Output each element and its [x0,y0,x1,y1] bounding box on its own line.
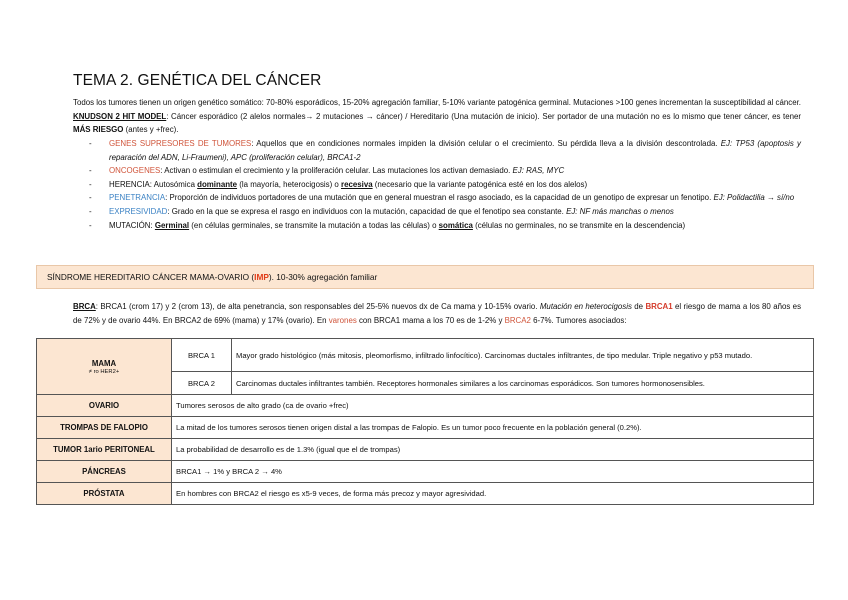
term-somatica: somática [438,220,473,230]
list-item [73,137,801,164]
term-text: : [150,220,155,230]
table-label: TUMOR 1ario PERITONEAL [37,439,172,461]
table-cell: BRCA1 → 1% y BRCA 2 → 4% [172,461,814,483]
brca-text: 6-7%. Tumores asociados: [530,316,627,325]
term-text: (en células germinales, se transmite la mutación a todas las células) o [189,220,439,230]
table-row [37,339,814,372]
list-item [73,191,801,205]
term-oncogenes: ONCOGENES [109,166,161,176]
intro-text-3: (antes y +frec). [123,125,179,135]
brca-text: de [631,302,646,311]
tumors-table [36,338,814,505]
term-text: (células no germinales, no se transmite en la descendencia) [472,220,686,230]
brca-italic: Mutación en heterocigosis [539,302,632,311]
table-label-mama [37,339,172,395]
brca2-highlight: BRCA2 [504,316,531,325]
page-title: TEMA 2. GENÉTICA DEL CÁNCER [73,72,322,89]
term-example: EJ: Polidactilia → sí/no [713,193,795,203]
term-text: : Proporción de individuos portadores de una mutación que en general muestran el rasgo asociado, es la capacidad de un genotipo de expresar un fenotipo. [165,193,714,203]
term-text: : Aquellos que en condiciones normales impiden la división celular o el crecimiento. Su pérdida lleva a la división descontrolada. [251,139,721,148]
table-label: PÁNCREAS [37,461,172,483]
table-label: TROMPAS DE FALOPIO [37,417,172,439]
term-example: EJ: RAS, MYC [512,166,565,176]
brca2-desc: Carcinomas ductales infiltrantes también. Receptores hormonales similares a los carcinomas esporádicos. Son tumores hormonosensibles. [232,372,814,395]
list-item [73,219,801,233]
term-penetrancia: PENETRANCIA [109,193,166,203]
brca-text: el riesgo de mama a los 80 años es de 72% y de ovario 44%. En BRCA2 de 69% (mama) y 17% (ovario). En [73,302,802,325]
term-herencia: HERENCIA [109,179,150,189]
table-label: PRÓSTATA [37,483,172,505]
table-row [37,417,814,439]
intro-text-2: : Cáncer esporádico (2 alelos normales→ 2 mutaciones → cáncer) / Hereditario (Una mutación de inicio). Ser portador de una mutación no es lo mismo que tener cáncer, es tener [166,111,802,121]
section-title-end: ). 10-30% agregación familiar [268,272,378,282]
section-header [36,265,814,289]
term-text: : Autosómica [149,179,198,189]
brca-text: con BRCA1 mama a los 70 es de 1-2% y [356,316,505,325]
term-germinal: Germinal [154,220,190,230]
section-title: SÍNDROME HEREDITARIO CÁNCER MAMA-OVARIO ( [47,272,255,282]
brca1-cell: BRCA 1 [172,339,232,372]
list-dash: - [89,179,92,189]
term-recesiva: recesiva [341,179,373,189]
term-mutacion: MUTACIÓN [109,220,151,230]
mama-sub-label: ≠ ro HER2+ [88,368,120,375]
list-dash: - [89,206,92,216]
brca-text: : BRCA1 (crom 17) y 2 (crom 13), de alta penetrancia, son responsables del 25-5% nuevos dx de Ca mama y 10-15% ovario. [95,302,540,311]
concept-list [73,137,801,232]
intro-paragraph [73,96,801,137]
table-row [37,483,814,505]
table-cell: En hombres con BRCA2 el riesgo es x5-9 veces, de forma más precoz y mayor agresividad. [172,483,814,505]
term-example: EJ: NF más manchas o menos [566,206,674,216]
list-item [73,164,801,178]
intro-text: Todos los tumores tienen un origen genético somático: 70-80% esporádicos, 15-20% agregación familiar, 5-10% variante patogénica germinal. Mutaciones >100 genes incrementan la susceptibilidad al cáncer. [73,98,801,107]
brca1-desc: Mayor grado histológico (más mitosis, pleomorfismo, infiltrado linfocítico). Carcinomas ductales infiltrantes, de tipo medular. Triple negativo y p53 mutado. [232,339,814,372]
list-dash: - [89,166,92,176]
mama-label: MAMA [91,358,117,368]
table-label: OVARIO [37,395,172,417]
table-row [37,461,814,483]
table-cell: La mitad de los tumores serosos tienen origen distal a las trompas de Falopio. Es un tumor poco frecuente en la población general (0.2%). [172,417,814,439]
table-cell: Tumores serosos de alto grado (ca de ovario +frec) [172,395,814,417]
brca1-highlight: BRCA1 [645,302,673,311]
list-item [73,178,801,192]
list-dash: - [89,139,92,148]
list-item [73,205,801,219]
varones-highlight: varones [328,316,357,325]
table-row [37,395,814,417]
intro-bold: MÁS RIESGO [73,125,124,135]
term-text: : Activan o estimulan el crecimiento y la proliferación celular. Las mutaciones los activan demasiado. [160,166,513,176]
knudson-model: KNUDSON 2 HIT MODEL [73,111,167,121]
list-dash: - [89,193,92,203]
term-text: (la mayoría, heterocigosis) o [237,179,341,189]
brca-paragraph [73,300,801,328]
brca2-cell: BRCA 2 [172,372,232,395]
brca-label: BRCA [73,302,96,311]
imp-badge: IMP [254,272,269,282]
list-dash: - [89,220,92,230]
term-example: EJ: TP53 (apoptosis y reparación del ADN, Li-Fraumeni), APC (proliferación celular), BRCA1-2 [109,139,801,162]
table-row [37,439,814,461]
term-text: (necesario que la variante patogénica esté en los dos alelos) [372,179,588,189]
term-supresores: GENES SUPRESORES DE TUMORES [109,139,252,148]
table-cell: La probabilidad de desarrollo es de 1.3% (igual que el de trompas) [172,439,814,461]
term-dominante: dominante [197,179,238,189]
term-expresividad: EXPRESIVIDAD [109,206,168,216]
term-text: : Grado en la que se expresa el rasgo en individuos con la mutación, capacidad de que el fenotipo sea constante. [167,206,567,216]
